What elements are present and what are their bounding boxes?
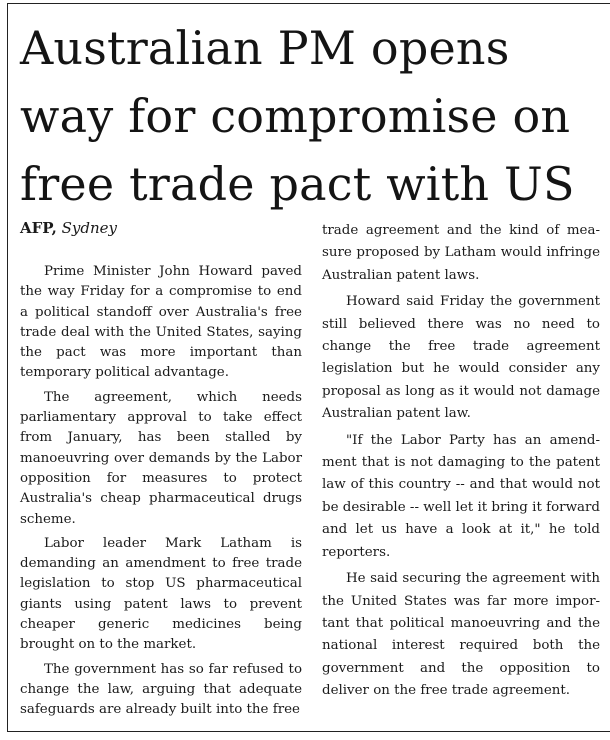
paragraph: Prime Minister John Howard paved the way Friday for a compromise to end a political standoff over Australia's free trade deal with the United States, saying the pact was more important than temporary political advantage.	[20, 264, 302, 381]
article-column-right	[322, 220, 600, 703]
headline: Australian PM opens way for compromise on free trade pact with US	[20, 21, 575, 211]
paragraph: Howard said Friday the government still believed there was no need to change the free trade agreement legislation but he would consider any proposal as long as it would not damage Australian patent law.	[322, 294, 600, 422]
frame-left-rule	[7, 3, 8, 732]
frame-top-rule	[7, 3, 610, 4]
byline-city: Sydney	[61, 219, 118, 237]
frame-bottom-rule	[7, 731, 610, 732]
paragraph: Labor leader Mark Latham is demanding an amendment to free trade legislation to stop US pharmaceutical giants using patent laws to prevent cheaper generic medicines being brought on to the market.	[20, 535, 302, 653]
article-column-left	[20, 262, 302, 721]
paragraph: "If the Labor Party has an amendment that is not damaging to the patent law of this country -- and that would not be desirable -- well let it bring it forward and let us have a look at it," he told reporters.	[322, 432, 600, 560]
paragraph-continued: trade agreement and the kind of measure proposed by Latham would infringe Australian patent laws.	[322, 223, 600, 283]
byline	[20, 218, 117, 238]
paragraph: He said securing the agreement with the United States was far more important that political manoeuvring and the national interest required both the government and the opposition to deliver on the free trade agreement.	[322, 571, 600, 699]
paragraph: The government has so far refused to change the law, arguing that adequate safeguards are already built into the free	[20, 661, 302, 718]
byline-agency: AFP,	[20, 219, 57, 237]
paragraph: The agreement, which needs parliamentary approval to take effect from January, has been stalled by manoeuvring over demands by the Labor opposition for measures to protect Australia's cheap pharmaceutical drugs scheme.	[20, 389, 302, 527]
